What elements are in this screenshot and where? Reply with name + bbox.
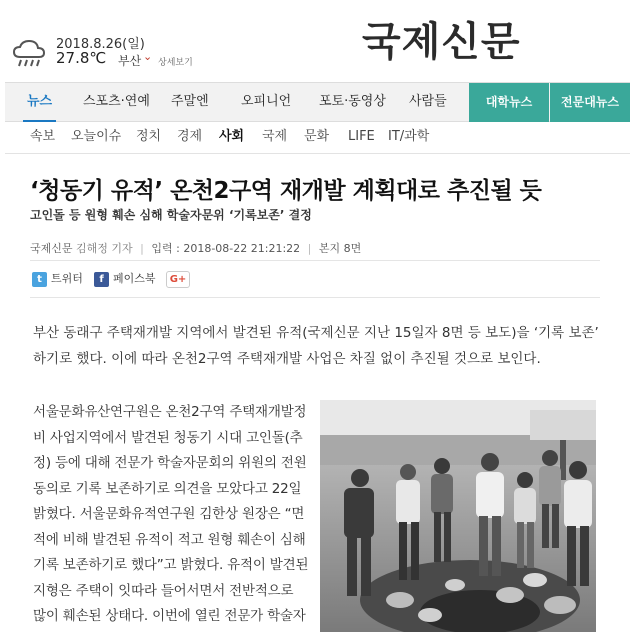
facebook-share-button[interactable] (94, 270, 156, 290)
body-line: 동의로 기록 보존하기로 의견을 모았다고 22일 (33, 480, 302, 497)
body-line: 정) 등에 대해 전문가 학술자문회의 위원의 전원 (33, 455, 307, 471)
article-body (33, 400, 315, 630)
byline-reporter[interactable]: 김해정 기자 (76, 242, 133, 255)
divider (30, 297, 600, 298)
article-byline (30, 240, 361, 256)
body-line: 적에 비해 발견된 유적이 적고 원형 훼손이 심해 (33, 531, 306, 548)
subnav-life[interactable]: LIFE (348, 129, 375, 144)
lead-line: 부산 동래구 주택재개발 지역에서 발견된 유적(국제신문 지난 15일자 8면 등 보도)을 ‘기록 보존’ (33, 325, 599, 341)
weather-region[interactable]: 부산 (118, 54, 142, 68)
twitter-share-button[interactable] (32, 270, 83, 290)
article-subhead: 고인돌 등 원형 훼손 심해 학술자문위 ‘기록보존’ 결정 (30, 208, 312, 222)
body-line: 비 사업지역에서 발견된 청동기 시대 고인돌(추 (33, 429, 303, 446)
nav-university-news[interactable]: 대학뉴스 (469, 83, 549, 122)
body-line: 지형은 주택이 잇따라 들어서면서 전반적으로 (33, 582, 294, 599)
subnav-society[interactable]: 사회 (219, 129, 245, 144)
subnav-it-science[interactable]: IT/과학 (388, 129, 430, 144)
nav-photo[interactable]: 포토·동영상 (319, 94, 386, 109)
subnav-breaking[interactable]: 속보 (30, 129, 56, 144)
article-lead (33, 320, 608, 372)
subnav-politics[interactable]: 정치 (136, 129, 162, 144)
subnav-culture[interactable]: 문화 (304, 129, 330, 144)
weather-detail-link[interactable]: 상세보기 (158, 58, 193, 68)
body-line: 서울문화유산연구원은 온천2구역 주택재개발정 (33, 404, 307, 420)
subnav-world[interactable]: 국제 (262, 129, 288, 144)
facebook-label: 페이스북 (113, 272, 156, 285)
article-photo[interactable] (320, 400, 596, 632)
nav-weekend[interactable]: 주말엔 (171, 94, 209, 109)
subnav-economy[interactable]: 경제 (177, 129, 203, 144)
byline-source: 국제신문 (30, 242, 73, 255)
body-line: 많이 훼손된 상태다. 이번에 열린 전문가 학술자 (33, 608, 306, 624)
excavation-photo (320, 400, 596, 632)
byline-page: 본지 8면 (318, 242, 362, 255)
facebook-icon: f (94, 272, 109, 287)
weather-date: 2018.8.26(일) (56, 37, 145, 52)
twitter-label: 트위터 (51, 272, 83, 285)
byline-divider: | (140, 242, 144, 255)
body-line: 밝혔다. 서울문화유적연구원 김한상 원장은 “면 (33, 506, 305, 522)
nav-college-news[interactable]: 전문대뉴스 (550, 83, 630, 122)
byline-divider: | (307, 242, 312, 255)
weather-temp: 27.8℃ (56, 49, 107, 67)
header-top (0, 0, 630, 82)
nav-sports[interactable]: 스포츠·연예 (83, 94, 150, 109)
nav-people[interactable]: 사람들 (409, 94, 447, 109)
divider (30, 260, 600, 261)
nav-news[interactable]: 뉴스 (27, 83, 52, 121)
subnav-today-issue[interactable]: 오늘이슈 (71, 129, 122, 144)
site-logo[interactable]: 국제신문 (362, 19, 521, 65)
twitter-icon: t (32, 272, 47, 287)
article-headline: ‘청동기 유적’ 온천2구역 재개발 계획대로 추진될 듯 (30, 178, 542, 204)
nav-opinion[interactable]: 오피니언 (241, 94, 292, 109)
main-nav (5, 82, 630, 122)
chevron-down-icon[interactable]: ⌄ (143, 50, 153, 63)
lead-line: 하기로 했다. 이에 따라 온천2구역 주택재개발 사업은 차질 없이 추진될 것으로 보인다. (33, 351, 541, 367)
byline-input-time: 입력 : 2018-08-22 21:21:22 (151, 242, 301, 255)
sub-nav (5, 122, 630, 154)
body-line: 기록 보존하기로 했다”고 밝혔다. 유적이 발견된 (33, 557, 309, 573)
google-plus-button[interactable]: G+ (166, 271, 190, 288)
rain-cloud-icon (12, 40, 46, 68)
